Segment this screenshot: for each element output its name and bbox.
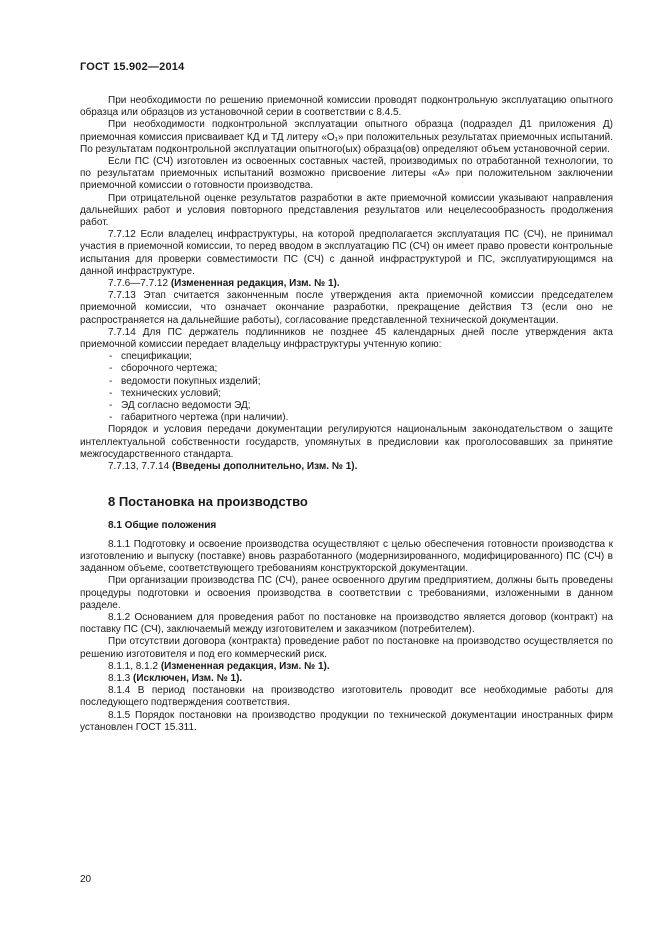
amendment-note	[80, 461, 613, 473]
paragraph: Если ПС (СЧ) изготовлен из освоенных составных частей, производимых по отработанной технологии, то по результатам приемочных испытаний возможно присвоение литеры «А» при положительном заключении приемочной комиссии о готовности производства.	[80, 156, 613, 192]
list-item	[80, 388, 613, 400]
list-item	[80, 412, 613, 424]
paragraph: 7.7.13 Этап считается законченным после утверждения акта приемочной комиссии председателем приемочной комиссии, что означает окончание разработки, прекращение действия ТЗ (если оно не распространяется на дальнейшие работы), согласование представленной технической документации.	[80, 290, 613, 326]
list-item-text: технических условий;	[121, 387, 222, 399]
paragraph: Порядок и условия передачи документации регулируются национальным законодательством о защите интеллектуальной собственности государств, упомянутых в предисловии как проголосовавших за принятие межгосударственного стандарта.	[80, 424, 613, 460]
document-header: ГОСТ 15.902—2014	[80, 61, 185, 73]
amendment-ref: 8.1.3	[108, 672, 134, 684]
list-item-text: сборочного чертежа;	[121, 363, 218, 375]
paragraph: При необходимости подконтрольной эксплуатации опытного образца (подраздел Д1 приложения Д) приемочная комиссия присваивает КД и ТД литеру «О₁» при положительных результатах приемочных испытаний. По результатам подконтрольной эксплуатации опытного(ых) образца(ов) определяют объем установочной серии.	[80, 119, 613, 155]
paragraph: 8.1.2 Основанием для проведения работ по постановке на производство является договор (контракт) на поставку ПС (СЧ), заключаемый между изготовителем и заказчиком (потребителем).	[80, 611, 613, 636]
list-item-text: ЭД согласно ведомости ЭД;	[121, 400, 251, 412]
list-item	[80, 376, 613, 388]
paragraph: 8.1.4 В период постановки на производство изготовитель проводит все необходимые работы для последующего подтверждения соответствия.	[80, 685, 613, 709]
amendment-text: (Исключен, Изм. № 1).	[133, 672, 243, 684]
amendment-note	[80, 673, 613, 685]
document-body	[80, 95, 613, 734]
dash-bullet-icon: -	[109, 400, 113, 412]
dash-bullet-icon: -	[109, 387, 113, 399]
paragraph: При необходимости по решению приемочной комиссии проводят подконтрольную эксплуатацию опытного образца или образцов из установочной серии в соответствии с 8.4.5.	[80, 95, 613, 119]
amendment-ref: 8.1.1, 8.1.2	[108, 660, 161, 672]
paragraph: При отрицательной оценке результатов разработки в акте приемочной комиссии указывают направления дальнейших работ и условия повторного представления результатов или нецелесообразность продолжения работ.	[80, 192, 613, 229]
amendment-ref: 7.7.13, 7.7.14	[108, 461, 172, 473]
amendment-ref: 7.7.6—7.7.12	[108, 278, 171, 290]
amendment-text: (Измененная редакция, Изм. № 1).	[170, 278, 340, 290]
dash-bullet-icon: -	[109, 375, 113, 387]
dash-bullet-icon: -	[109, 363, 113, 375]
section-title: 8 Постановка на производство	[108, 494, 308, 510]
list-item	[80, 363, 613, 375]
subsection-title: 8.1 Общие положения	[108, 519, 217, 531]
page-number: 20	[80, 874, 92, 885]
amendment-note	[80, 278, 613, 290]
list-item	[80, 400, 613, 412]
amendment-text: (Введены дополнительно, Изм. № 1).	[171, 461, 358, 473]
paragraph: При организации производства ПС (СЧ), ранее освоенного другим предприятием, должны быть проведены процедуры подготовки и освоения производства в соответствии с требованиями, изложенными в данном разделе.	[80, 575, 613, 611]
amendment-text: (Измененная редакция, Изм. № 1).	[160, 660, 330, 672]
dash-bullet-icon: -	[109, 351, 113, 363]
paragraph: 7.7.14 Для ПС держатель подлинников не позднее 45 календарных дней после утверждения акта приемочной комиссии передает владельцу инфраструктуры учтенную копию:	[80, 326, 613, 351]
list-item-text: ведомости покупных изделий;	[121, 375, 261, 387]
list-item	[80, 351, 613, 363]
list-item-text: спецификации;	[121, 351, 192, 363]
list-item-text: габаритного чертежа (при наличии).	[121, 412, 289, 424]
paragraph: 7.7.12 Если владелец инфраструктуры, на которой предполагается эксплуатация ПС (СЧ), не принимал участия в приемочной комиссии, то перед вводом в эксплуатацию ПС (СЧ) он имеет право провести контрольные испытания для проверки совместимости ПС (СЧ) с данной инфраструктурой и ПС, эксплуатирующимся на данной инфраструктуре.	[80, 229, 613, 277]
amendment-note	[80, 661, 613, 673]
dash-bullet-icon: -	[109, 412, 113, 424]
paragraph: 8.1.1 Подготовку и освоение производства осуществляют с целью обеспечения готовности производства к изготовлению и выпуску (поставке) вновь разработанного (модернизированного, модифицированного) ПС (СЧ) в заданном объеме, соответствующего требованиям конструкторской документации.	[80, 538, 613, 575]
paragraph: 8.1.5 Порядок постановки на производство продукции по технической документации иностранных фирм установлен ГОСТ 15.311.	[80, 709, 613, 733]
paragraph: При отсутствии договора (контракта) проведение работ по постановке на производство осуществляется по решению изготовителя и под его коммерческий риск.	[80, 636, 613, 660]
